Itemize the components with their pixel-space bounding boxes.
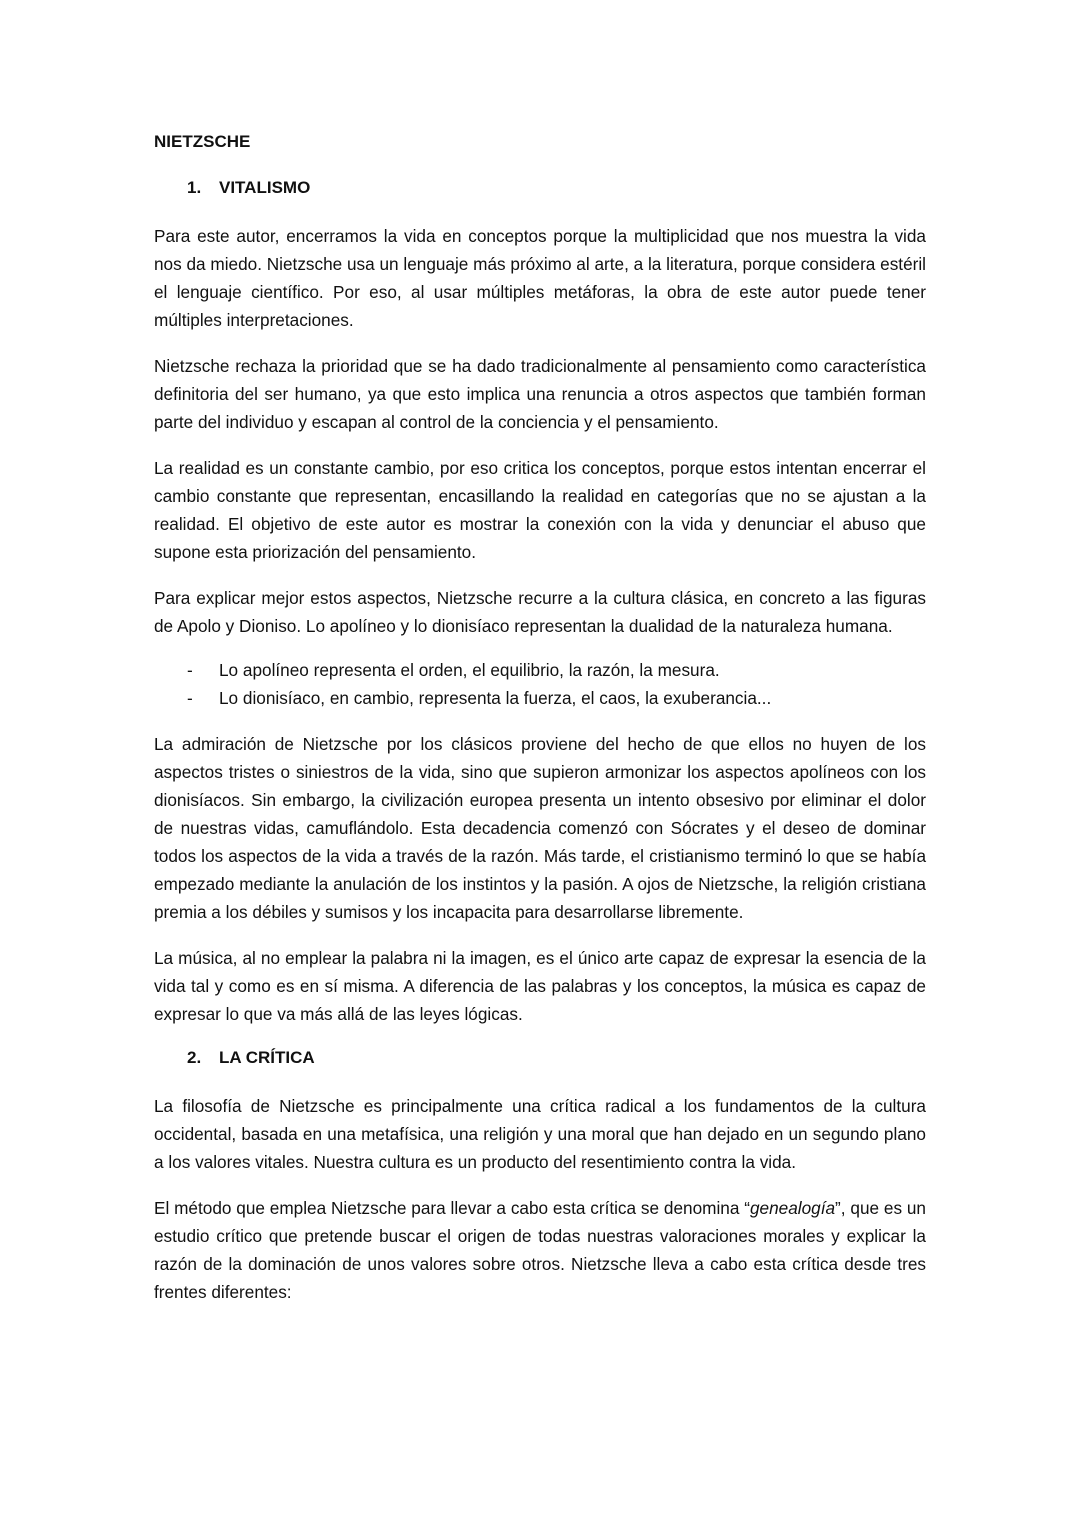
paragraph: La música, al no emplear la palabra ni la imagen, es el único arte capaz de expresar la esencia de la vida tal y como es en sí misma. A diferencia de las palabras y los conceptos, la música es capaz de expresar lo que va más allá de las leyes lógicas. [154,948,926,1024]
list-item [154,656,926,684]
list-item-text: Lo dionisíaco, en cambio, representa la fuerza, el caos, la exuberancia... [219,688,772,708]
paragraph-text-before: El método que emplea Nietzsche para llevar a cabo esta crítica se denomina “ [154,1198,750,1218]
section-title: VITALISMO [219,178,311,197]
section-heading-la-critica [187,1046,926,1070]
paragraph: La filosofía de Nietzsche es principalmente una crítica radical a los fundamentos de la cultura occidental, basada en una metafísica, una religión y una moral que han dejado en un segundo plano a los valores vitales. Nuestra cultura es un producto del resentimiento contra la vida. [154,1096,926,1172]
section-heading-vitalismo [187,176,926,200]
list-marker: - [187,660,193,680]
section-title: LA CRÍTICA [219,1048,315,1067]
italic-term: genealogía [749,1198,836,1218]
section-number: 2. [187,1048,202,1067]
paragraph: La realidad es un constante cambio, por eso critica los conceptos, porque estos intentan encerrar el cambio constante que representan, encasillando la realidad en categorías que no se ajustan a la realidad. El objetivo de este autor es mostrar la conexión con la vida y denunciar el abuso que supone esta priorización del pensamiento. [154,458,926,562]
paragraph: Para este autor, encerramos la vida en conceptos porque la multiplicidad que nos muestra la vida nos da miedo. Nietzsche usa un lenguaje más próximo al arte, a la literatura, porque considera estéril el lenguaje científico. Por eso, al usar múltiples metáforas, la obra de este autor puede tener múltiples interpretaciones. [154,226,926,330]
list-item-text: Lo apolíneo representa el orden, el equilibrio, la razón, la mesura. [219,660,720,680]
paragraph-text-after: ”, que es un estudio crítico que pretende buscar el origen de todas nuestras valoraciones morales y explicar la razón de la dominación de unos valores sobre otros. Nietzsche lleva a cabo esta crítica desde tres frentes diferentes: [154,1198,926,1302]
paragraph: Para explicar mejor estos aspectos, Nietzsche recurre a la cultura clásica, en concreto a las figuras de Apolo y Dioniso. Lo apolíneo y lo dionisíaco representan la dualidad de la naturaleza humana. [154,588,926,636]
paragraph: La admiración de Nietzsche por los clásicos proviene del hecho de que ellos no huyen de los aspectos tristes o siniestros de la vida, sino que supieron armonizar los aspectos apolíneos con los dionisíacos. Sin embargo, la civilización europea presenta un intento obsesivo por eliminar el dolor de nuestras vidas, camuflándolo. Esta decadencia comenzó con Sócrates y el deseo de dominar todos los aspectos de la vida a través de la razón. Más tarde, el cristianismo terminó lo que se había empezado mediante la anulación de los instintos y la pasión. A ojos de Nietzsche, la religión cristiana premia a los débiles y sumisos y los incapacita para desarrollarse libremente. [154,734,926,922]
paragraph: Nietzsche rechaza la prioridad que se ha dado tradicionalmente al pensamiento como característica definitoria del ser humano, ya que esto implica una renuncia a otros aspectos que también forman parte del individuo y escapan al control de la conciencia y el pensamiento. [154,356,926,432]
list-item [154,684,926,712]
section-number: 1. [187,178,202,197]
list-marker: - [187,688,193,708]
document-title: NIETZSCHE [154,132,251,151]
apolo-dioniso-list [154,656,926,712]
genealogy-paragraph [154,1194,926,1306]
